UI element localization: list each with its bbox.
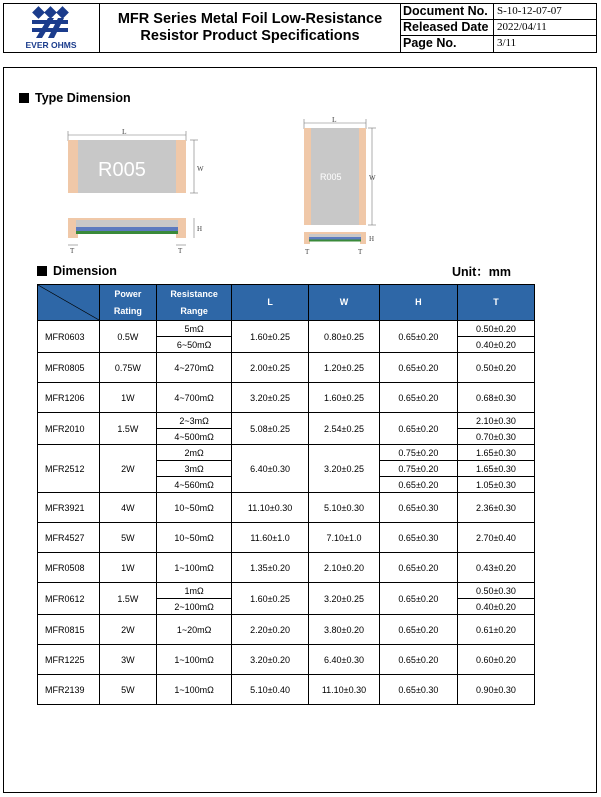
terminal-cell: 0.70±0.30 [457, 429, 534, 445]
terminal-cell: 0.40±0.20 [457, 337, 534, 353]
released-label: Released Date [401, 20, 494, 35]
width-cell: 3.20±0.25 [309, 445, 380, 493]
table-row [38, 615, 535, 645]
height-cell: 0.65±0.30 [379, 675, 457, 705]
resistance-range-cell: 2~3mΩ [157, 413, 232, 429]
dim-H-label-2: H [369, 235, 375, 243]
table-row [38, 321, 535, 337]
bullet-square-icon [19, 93, 29, 103]
title-line-1: MFR Series Metal Foil Low-Resistance [117, 11, 383, 27]
document-meta [401, 4, 597, 52]
power-cell: 1.5W [99, 413, 157, 445]
terminal-cell: 2.10±0.30 [457, 413, 534, 429]
length-cell: 2.20±0.20 [232, 615, 309, 645]
table-row [38, 493, 535, 523]
height-cell: 0.75±0.20 [379, 461, 457, 477]
dimension-heading [37, 264, 117, 278]
width-header: W [309, 285, 380, 321]
resistance-range-cell: 2~100mΩ [157, 599, 232, 615]
type-dimension-heading [19, 91, 131, 105]
model-cell: MFR4527 [38, 523, 100, 553]
model-cell: MFR0612 [38, 583, 100, 615]
power-cell: 1W [99, 553, 157, 583]
table-row [38, 675, 535, 705]
height-cell: 0.75±0.20 [379, 445, 457, 461]
length-header: L [232, 285, 309, 321]
dim-L-label-2: L [332, 115, 337, 124]
dim-T-label-right: T [178, 247, 183, 255]
released-row [401, 20, 597, 36]
terminal-cell: 0.60±0.20 [457, 645, 534, 675]
model-cell: MFR1206 [38, 383, 100, 413]
terminal-cell: 0.50±0.30 [457, 583, 534, 599]
terminal-cell: 1.65±0.30 [457, 461, 534, 477]
resistance-range-cell: 1~100mΩ [157, 645, 232, 675]
length-cell: 1.35±0.20 [232, 553, 309, 583]
length-cell: 1.60±0.25 [232, 321, 309, 353]
resistance-range-cell: 1~100mΩ [157, 675, 232, 705]
length-cell: 5.08±0.25 [232, 413, 309, 445]
resistor-drawing-vertical [298, 115, 388, 260]
page-label: Page No. [401, 36, 494, 52]
length-cell: 1.60±0.25 [232, 583, 309, 615]
table-header-row [38, 285, 535, 321]
model-cell: MFR0805 [38, 353, 100, 383]
dimension-title: Dimension [53, 264, 117, 278]
title-line-2: Resistor Product Specifications [140, 28, 360, 44]
width-cell: 3.20±0.25 [309, 583, 380, 615]
dim-L-label: L [122, 127, 127, 136]
height-cell: 0.65±0.20 [379, 553, 457, 583]
height-cell: 0.65±0.20 [379, 353, 457, 383]
length-cell: 11.60±1.0 [232, 523, 309, 553]
height-cell: 0.65±0.20 [379, 645, 457, 675]
terminal-cell: 0.50±0.20 [457, 321, 534, 337]
width-cell: 11.10±0.30 [309, 675, 380, 705]
resistor-marking-left: R005 [98, 159, 146, 181]
power-cell: 1.5W [99, 583, 157, 615]
doc-no-value: S-10-12-07-07 [497, 5, 562, 17]
model-cell: MFR0815 [38, 615, 100, 645]
resistance-range-cell: 10~50mΩ [157, 493, 232, 523]
resistance-range-header: Resistance Range [157, 285, 232, 321]
resistance-range-cell: 4~700mΩ [157, 383, 232, 413]
dim-T-label-right-2: T [358, 248, 363, 256]
width-cell: 3.80±0.20 [309, 615, 380, 645]
power-cell: 0.75W [99, 353, 157, 383]
doc-no-row [401, 4, 597, 20]
height-cell: 0.65±0.30 [379, 523, 457, 553]
type-dimension-title: Type Dimension [35, 91, 131, 105]
terminal-cell: 0.40±0.20 [457, 599, 534, 615]
resistor-marking-right: R005 [320, 172, 342, 182]
resistance-range-cell: 6~50mΩ [157, 337, 232, 353]
terminal-cell: 0.50±0.20 [457, 353, 534, 383]
resistance-range-cell: 3mΩ [157, 461, 232, 477]
terminal-cell: 2.70±0.40 [457, 523, 534, 553]
dim-H-label: H [197, 225, 203, 233]
resistance-range-cell: 4~500mΩ [157, 429, 232, 445]
resistance-range-cell: 1~100mΩ [157, 553, 232, 583]
height-cell: 0.65±0.30 [379, 493, 457, 523]
resistance-range-cell: 4~270mΩ [157, 353, 232, 383]
resistor-drawing-horizontal [58, 125, 218, 260]
dim-W-label-2: W [369, 174, 376, 182]
height-cell: 0.65±0.20 [379, 583, 457, 615]
width-cell: 5.10±0.30 [309, 493, 380, 523]
doc-no-label: Document No. [401, 4, 494, 19]
length-cell: 11.10±0.30 [232, 493, 309, 523]
resistance-range-cell: 1mΩ [157, 583, 232, 599]
power-cell: 3W [99, 645, 157, 675]
width-cell: 1.60±0.25 [309, 383, 380, 413]
model-cell: MFR0603 [38, 321, 100, 353]
document-header [3, 3, 597, 53]
model-cell: MFR3921 [38, 493, 100, 523]
unit-label: Unit：mm [452, 265, 512, 279]
ever-ohms-logo-icon [4, 4, 99, 52]
page-row [401, 36, 597, 52]
length-cell: 3.20±0.25 [232, 383, 309, 413]
table-row [38, 383, 535, 413]
terminal-cell: 0.61±0.20 [457, 615, 534, 645]
dimension-table [37, 284, 535, 705]
power-cell: 5W [99, 675, 157, 705]
terminal-cell: 0.68±0.30 [457, 383, 534, 413]
model-cell: MFR0508 [38, 553, 100, 583]
power-cell: 0.5W [99, 321, 157, 353]
length-cell: 6.40±0.30 [232, 445, 309, 493]
width-cell: 1.20±0.25 [309, 353, 380, 383]
table-row [38, 645, 535, 675]
table-row [38, 583, 535, 599]
resistance-range-cell: 2mΩ [157, 445, 232, 461]
terminal-header: T [457, 285, 534, 321]
released-value: 2022/04/11 [497, 21, 547, 33]
length-cell: 3.20±0.20 [232, 645, 309, 675]
height-header: H [379, 285, 457, 321]
page-value: 3/11 [497, 37, 517, 49]
terminal-cell: 1.05±0.30 [457, 477, 534, 493]
bullet-square-icon [37, 266, 47, 276]
height-cell: 0.65±0.20 [379, 321, 457, 353]
dimension-table-body [38, 321, 535, 705]
power-cell: 2W [99, 615, 157, 645]
terminal-cell: 2.36±0.30 [457, 493, 534, 523]
model-cell: MFR2512 [38, 445, 100, 493]
terminal-cell: 0.43±0.20 [457, 553, 534, 583]
model-cell: MFR2010 [38, 413, 100, 445]
resistance-range-cell: 1~20mΩ [157, 615, 232, 645]
dim-T-label-left: T [70, 247, 75, 255]
terminal-cell: 0.90±0.30 [457, 675, 534, 705]
table-row [38, 413, 535, 429]
dim-W-label: W [197, 165, 204, 173]
width-cell: 2.10±0.20 [309, 553, 380, 583]
terminal-cell: 1.65±0.30 [457, 445, 534, 461]
dim-T-label-left-2: T [305, 248, 310, 256]
table-row [38, 523, 535, 553]
table-row [38, 445, 535, 461]
company-logo [4, 4, 100, 52]
height-cell: 0.65±0.20 [379, 615, 457, 645]
model-cell: MFR1225 [38, 645, 100, 675]
logo-text: EVER OHMS [25, 40, 77, 50]
length-cell: 2.00±0.25 [232, 353, 309, 383]
width-cell: 6.40±0.30 [309, 645, 380, 675]
power-rating-header: Power Rating [99, 285, 157, 321]
document-title [100, 4, 401, 52]
resistance-range-cell: 5mΩ [157, 321, 232, 337]
length-cell: 5.10±0.40 [232, 675, 309, 705]
model-cell: MFR2139 [38, 675, 100, 705]
table-row [38, 353, 535, 383]
power-cell: 5W [99, 523, 157, 553]
power-cell: 4W [99, 493, 157, 523]
height-cell: 0.65±0.20 [379, 477, 457, 493]
height-cell: 0.65±0.20 [379, 413, 457, 445]
resistance-range-cell: 4~560mΩ [157, 477, 232, 493]
width-cell: 0.80±0.25 [309, 321, 380, 353]
power-cell: 2W [99, 445, 157, 493]
height-cell: 0.65±0.20 [379, 383, 457, 413]
width-cell: 2.54±0.25 [309, 413, 380, 445]
corner-header-cell [38, 285, 100, 321]
power-cell: 1W [99, 383, 157, 413]
width-cell: 7.10±1.0 [309, 523, 380, 553]
resistance-range-cell: 10~50mΩ [157, 523, 232, 553]
table-row [38, 553, 535, 583]
